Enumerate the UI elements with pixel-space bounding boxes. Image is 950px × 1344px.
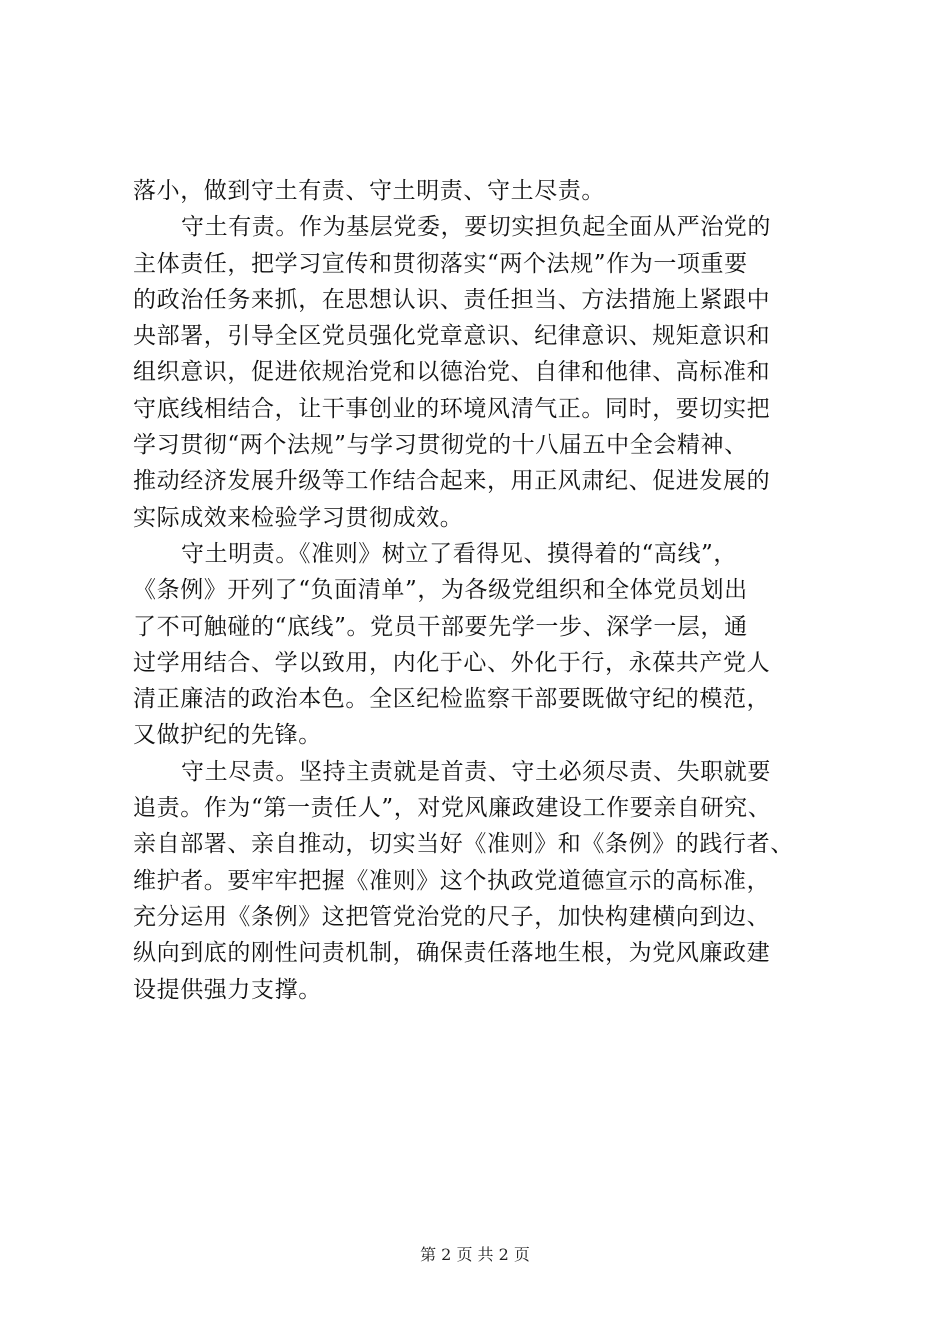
text-line: 落小，做到守土有责、守土明责、守土尽责。 [133,178,605,204]
text-line: 追责。作为“第一责任人”，对党风廉政建设工作要亲自研究、 [133,795,772,822]
document-body [133,173,833,1008]
text-line: 推动经济发展升级等工作结合起来，用正风肃纪、促进发展的 [133,468,771,495]
text-line: 实际成效来检验学习贯彻成效。 [133,504,464,531]
text-line: 组织意识，促进依规治党和以德治党、自律和他律、高标准和 [133,359,771,386]
text-line: 央部署，引导全区党员强化党章意识、纪律意识、规矩意识和 [133,323,771,350]
text-line: 亲自部署、亲自推动，切实当好《准则》和《条例》的践行者、 [133,831,794,858]
text-line: 《条例》开列了“负面清单”，为各级党组织和全体党员划出 [133,577,748,604]
paragraph-start-line: 守土明责。《准则》树立了看得见、摸得着的“高线”， [181,540,738,567]
text-line: 过学用结合、学以致用，内化于心、外化于行，永葆共产党人 [133,649,771,676]
text-line: 守底线相结合，让干事创业的环境风清气正。同时，要切实把 [133,395,771,422]
page-number-footer: 第 2 页 共 2 页 [420,1245,530,1264]
paragraph-start-line: 守土尽责。坚持主责就是首责、守土必须尽责、失职就要 [181,758,771,785]
text-line: 维护者。要牢牢把握《准则》这个执政党道德宣示的高标准， [133,867,771,894]
paragraph-start-line: 守土有责。作为基层党委，要切实担负起全面从严治党的 [181,214,771,241]
text-line: 又做护纪的先锋。 [133,722,322,749]
text-line: 主体责任，把学习宣传和贯彻落实“两个法规”作为一项重要 [133,250,748,277]
text-line: 学习贯彻“两个法规”与学习贯彻党的十八届五中全会精神、 [133,432,748,459]
text-line: 的政治任务来抓，在思想认识、责任担当、方法措施上紧跟中 [133,286,771,313]
text-line: 纵向到底的刚性问责机制，确保责任落地生根，为党风廉政建 [133,940,771,967]
text-line: 设提供强力支撑。 [133,976,322,1003]
text-line: 清正廉洁的政治本色。全区纪检监察干部要既做守纪的模范， [133,686,771,713]
text-line: 了不可触碰的“底线”。党员干部要先学一步、深学一层，通 [133,613,748,640]
text-line: 充分运用《条例》这把管党治党的尺子，加快构建横向到边、 [133,903,771,930]
